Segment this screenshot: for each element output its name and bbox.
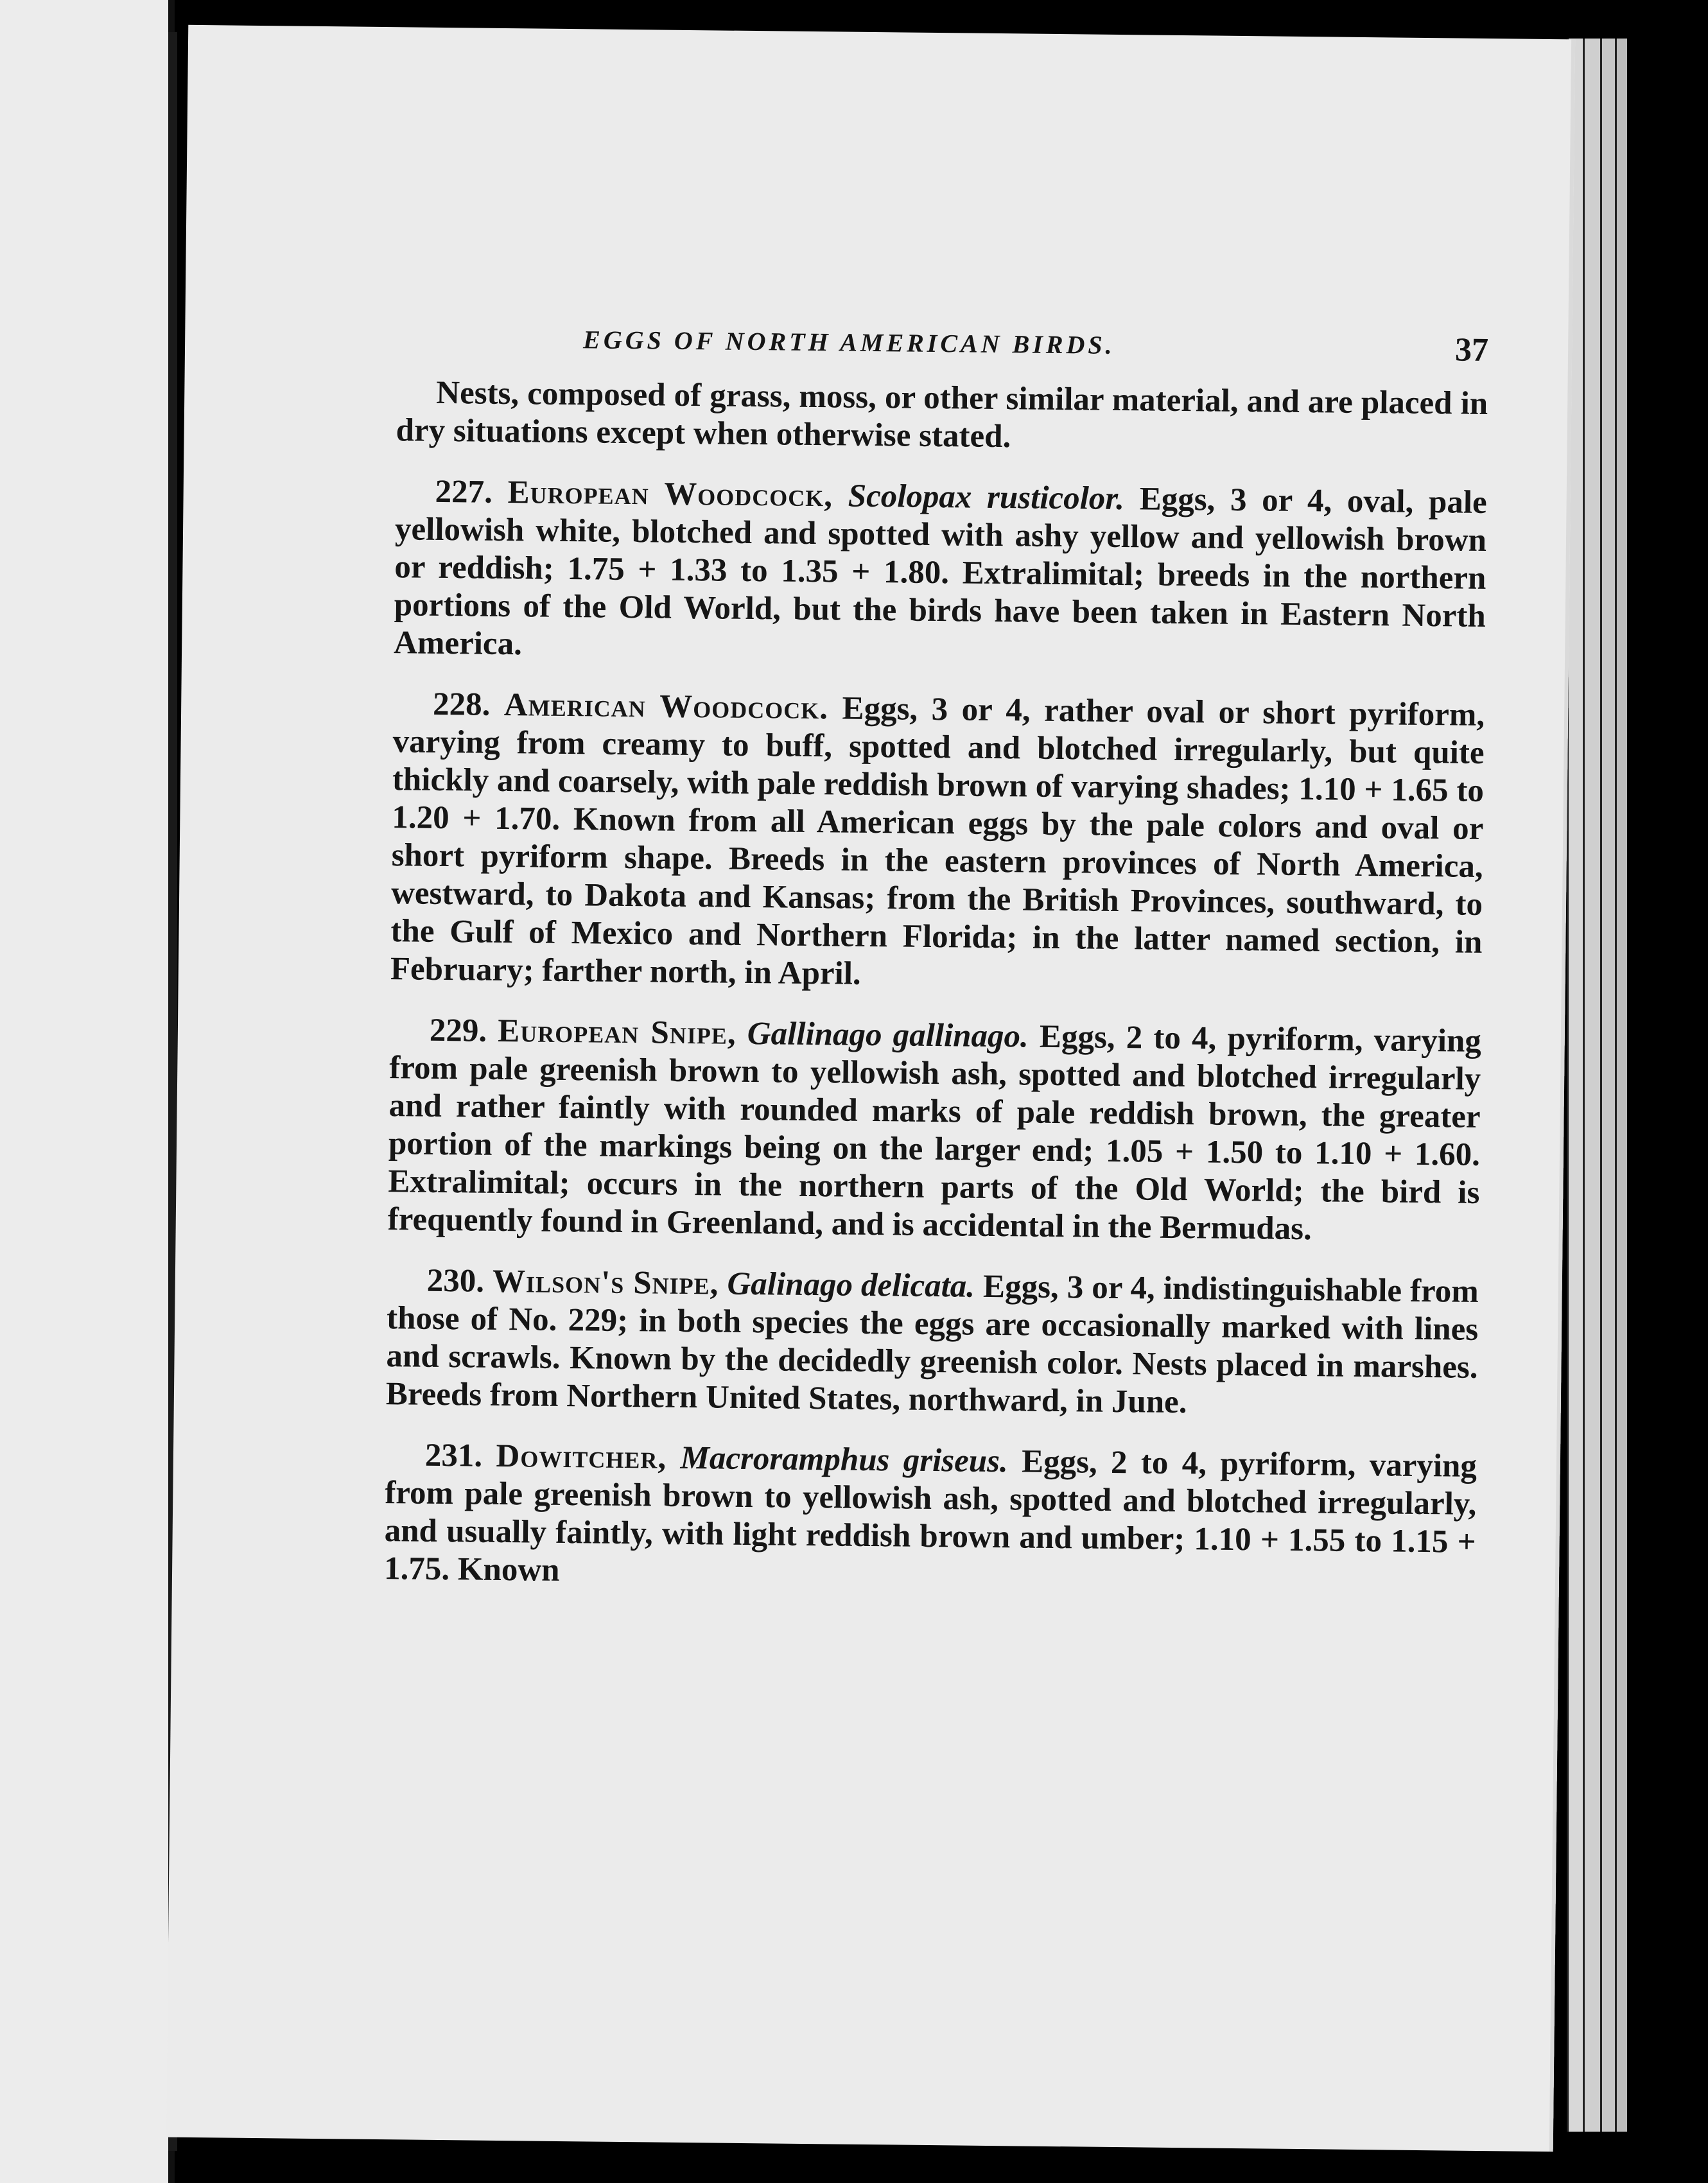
species-entry <box>394 473 1487 674</box>
common-name: European Snipe, <box>498 1013 736 1052</box>
left-facing-page <box>0 0 175 2183</box>
entry-text: Eggs, 3 or 4, oval, pale yellowish white, blotched and spotted with ashy yellow and yellowish brown or reddish; 1.75 + 1.33 to 1.35 + 1.80. Extralimital; breeds in the northern portions of the Old World, but the birds have been taken in Eastern North America. <box>393 481 1487 663</box>
entry-number: 228. <box>432 686 491 723</box>
page-edge <box>1615 39 1627 2132</box>
species-entry <box>388 1011 1482 1250</box>
common-name: Wilson's Snipe, <box>492 1263 719 1302</box>
common-name: Dowitcher, <box>496 1438 667 1476</box>
running-head-title: EGGS OF NORTH AMERICAN BIRDS. <box>582 325 1115 360</box>
entry-text: Eggs, 3 or 4, rather oval or short pyriform, varying from creamy to buff, spotted and blotched irregularly, but quite thickly and coarsely, with pale reddish brown of varying shades; 1.10 + 1.65 to 1.20 + 1.70. Known from all American eggs by the pale colors and oval or short pyriform shape. Breeds in the eastern provinces of North America, westward, to Dakota and Kansas; from the British Provinces, southward, to the Gulf of Mexico and Northern Florida; in the latter named section, in February; farther north, in April. <box>390 690 1485 992</box>
common-name: American Woodcock. <box>503 686 829 727</box>
entry-number: 230. <box>426 1262 485 1300</box>
entry-text: Eggs, 2 to 4, pyriform, varying from pale greenish brown to yellowish ash, spotted and blotched irregularly, and usually faintly, with light reddish brown and umber; 1.10 + 1.55 to 1.15 + 1.75. Known <box>383 1443 1477 1588</box>
page-text-block <box>383 322 1488 1622</box>
species-entry <box>384 1436 1477 1599</box>
page-edge <box>1600 39 1615 2132</box>
intro-text: Nests, composed of grass, moss, or other similar material, and are placed in dry situations except when otherwise stated. <box>396 374 1488 455</box>
entry-text: Eggs, 3 or 4, indistinguishable from those of No. 229; in both species the eggs are occasionally marked with lines and scrawls. Known by the decidedly greenish color. Nests placed in marshes. Breeds from Northern United States, northward, in June. <box>385 1268 1479 1421</box>
entry-number: 227. <box>435 473 493 510</box>
book-page <box>166 25 1575 2152</box>
species-entry <box>390 685 1485 1000</box>
entry-number: 229. <box>429 1012 487 1049</box>
scientific-name: Scolopax rusticolor. <box>848 478 1125 517</box>
scientific-name: Macroramphus griseus. <box>680 1439 1009 1480</box>
page-number: 37 <box>1454 331 1489 369</box>
page-edge <box>1583 39 1600 2132</box>
entry-text: Eggs, 2 to 4, pyriform, varying from pale greenish brown to yellowish ash, spotted and blotched irregularly and rather faintly with rounded marks of pale reddish brown, the greater portion of the markings being on the larger end; 1.05 + 1.50 to 1.10 + 1.60. Extralimital; occurs in the northern parts of the Old World; the bird is frequently found in Greenland, and is accidental in the Bermudas. <box>387 1018 1482 1248</box>
entry-number: 231. <box>424 1437 483 1474</box>
intro-paragraph <box>396 374 1488 461</box>
scientific-name: Galinago delicata. <box>727 1265 975 1305</box>
species-entry <box>386 1262 1479 1425</box>
common-name: European Woodcock, <box>507 474 833 514</box>
scientific-name: Gallinago gallinago. <box>747 1015 1029 1055</box>
